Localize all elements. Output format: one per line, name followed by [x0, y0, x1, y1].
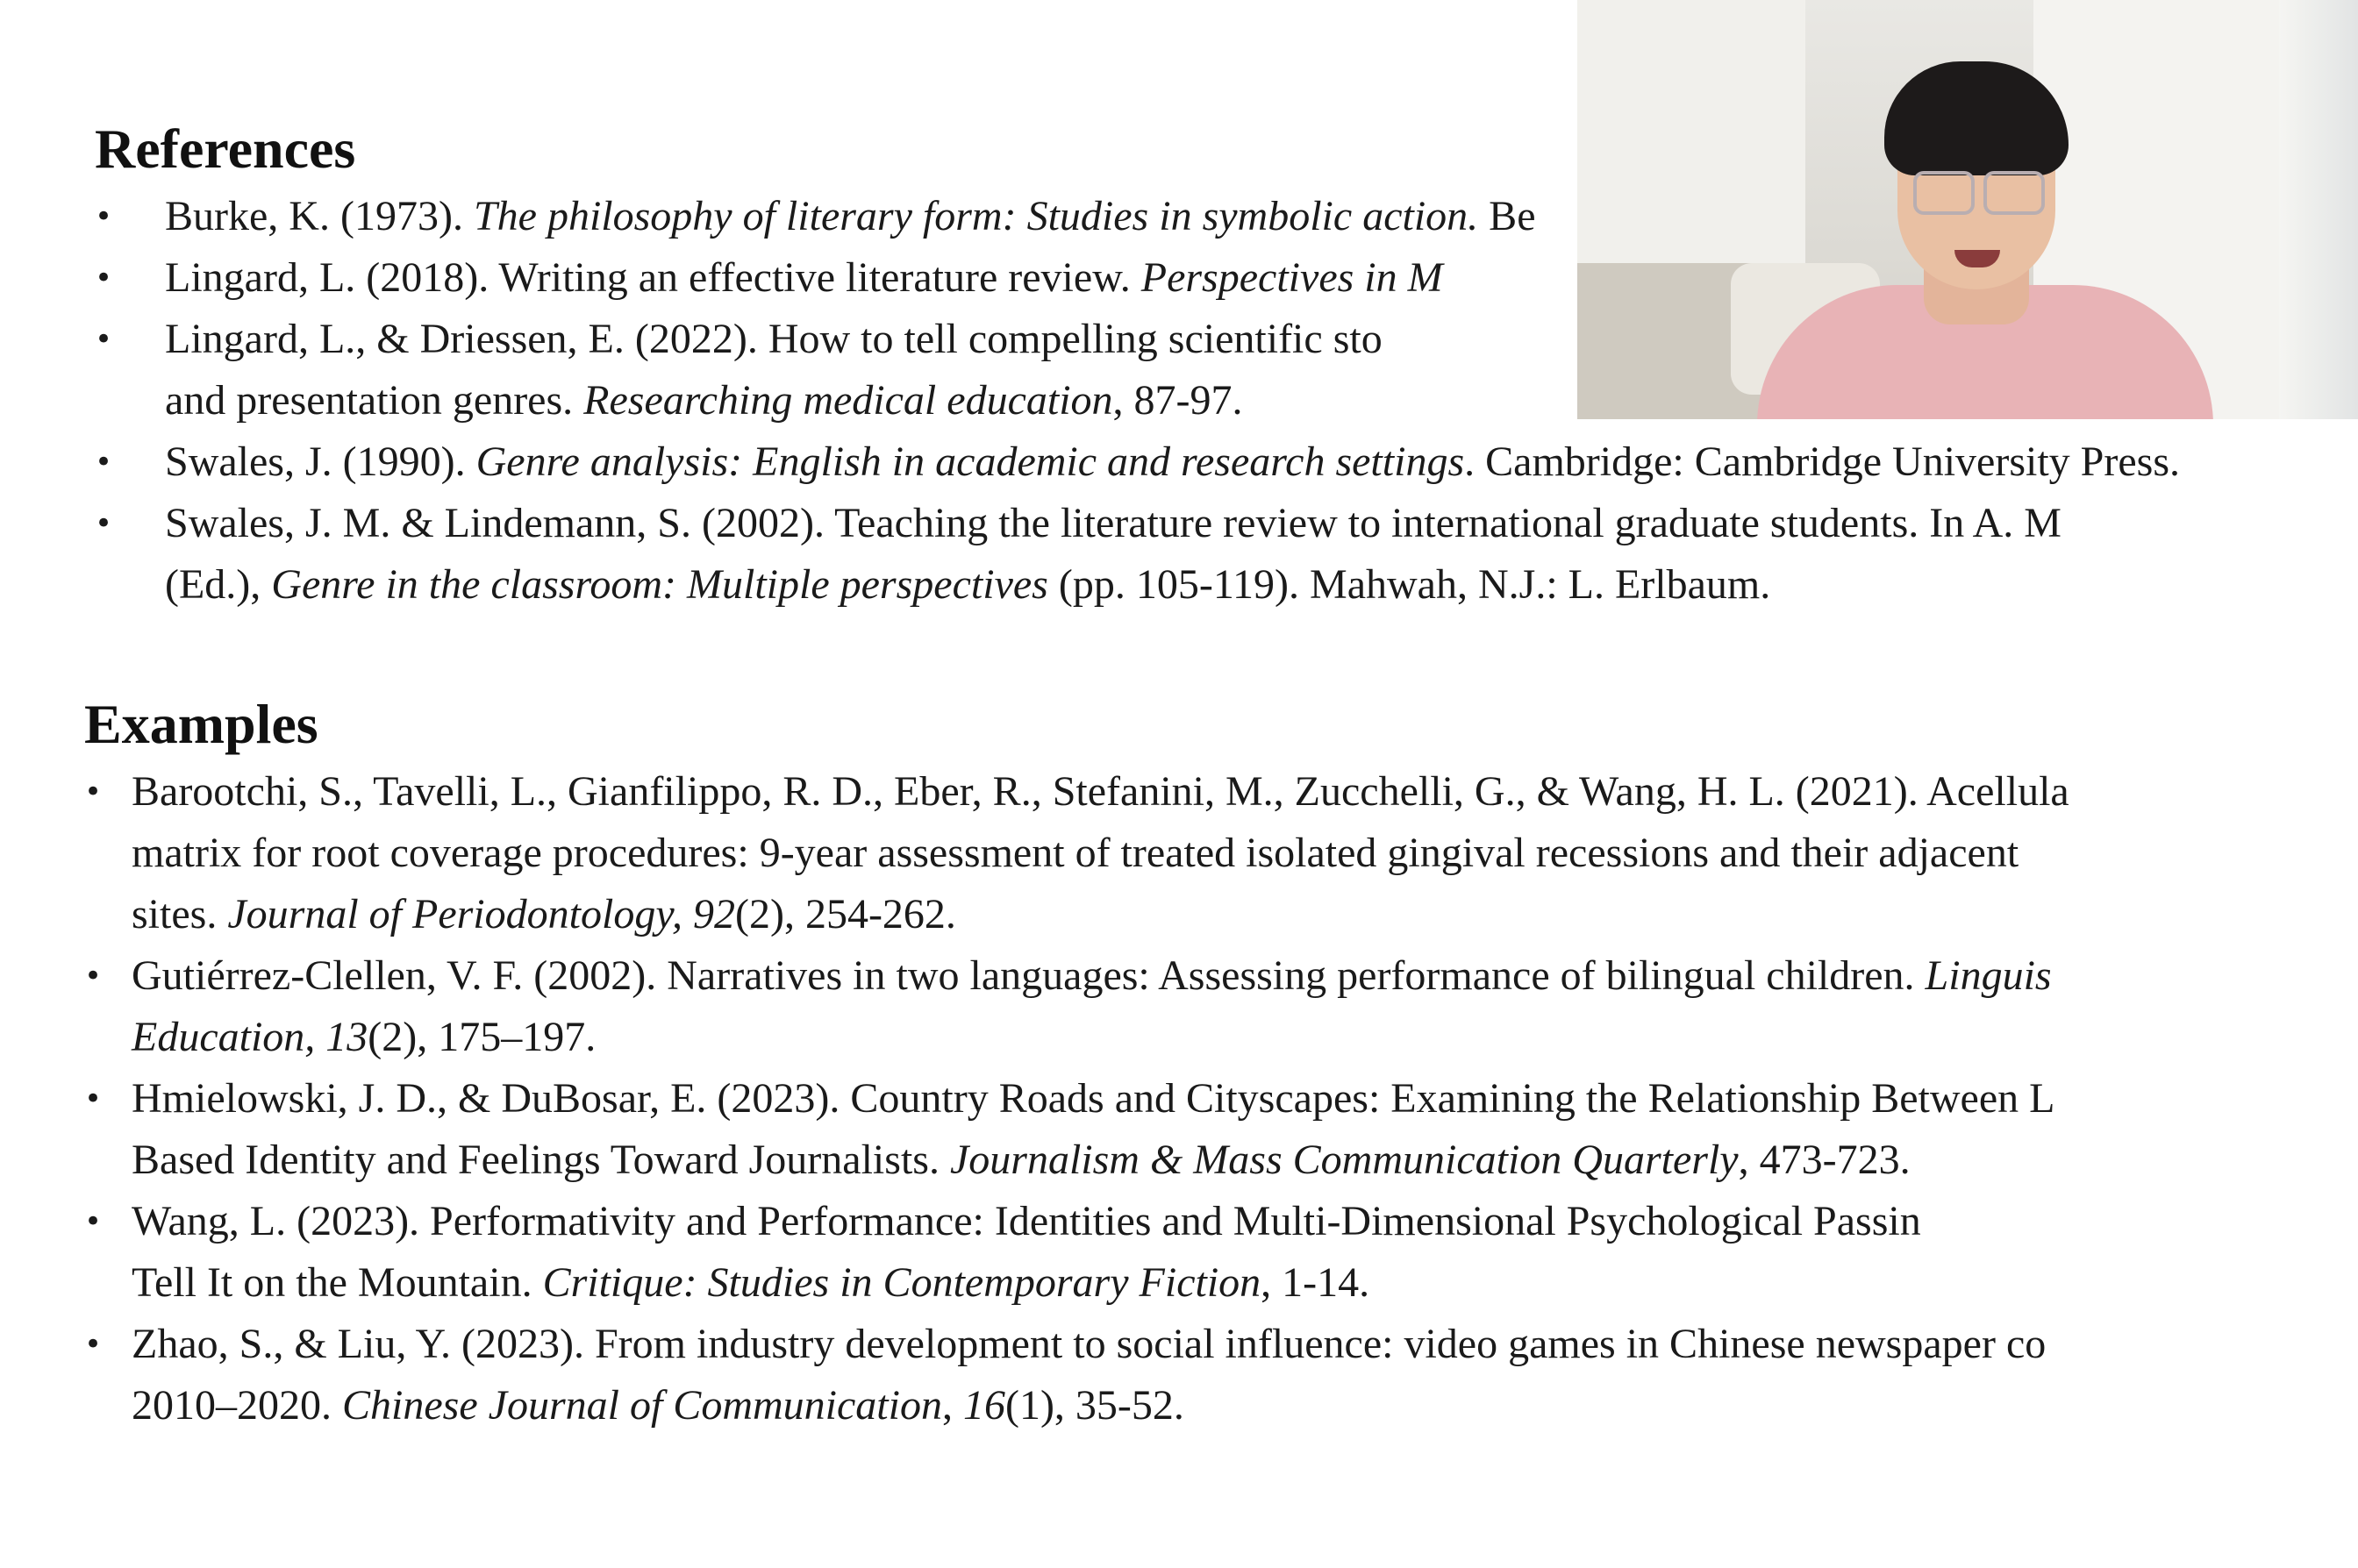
citation-text: . Cambridge: Cambridge University Press. [1464, 438, 2181, 485]
webcam-video-feed[interactable] [1577, 0, 2358, 419]
citation-italic-text: Genre analysis: English in academic and research settings [475, 438, 1465, 485]
citation-line [132, 1007, 2358, 1068]
citation-text: Barootchi, S., Tavelli, L., Gianfilippo, R. D., Eber, R., Stefanini, M., Zucchelli, G., & Wang, H. L. (2021). Acellula [132, 768, 2069, 815]
citation-italic-text: Education, 13 [132, 1014, 368, 1060]
glasses-right-lens [1983, 171, 2045, 215]
citation-line [132, 761, 2358, 823]
citation-italic-text: Linguis [1925, 952, 2052, 999]
citation-italic-text: 16 [962, 1382, 1005, 1429]
citation-text: Burke, K. (1973). [165, 193, 474, 239]
bullet-icon: • [84, 1204, 103, 1239]
glasses-left-lens [1913, 171, 1975, 215]
examples-list [84, 761, 2358, 1436]
citation-text: Tell It on the Mountain. [132, 1259, 543, 1306]
citation-line [132, 1130, 2358, 1191]
bullet-icon: • [84, 959, 103, 994]
citation-text: Lingard, L. (2018). Writing an effective literature review. [165, 254, 1141, 301]
citation-line [165, 493, 2358, 554]
citation-text: Lingard, L., & Driessen, E. (2022). How to tell compelling scientific sto [165, 316, 1383, 362]
bullet-icon: • [95, 199, 113, 234]
citation-line [132, 1068, 2358, 1130]
citation-text: (1), 35-52. [1004, 1382, 1184, 1429]
citation-text: and presentation genres. [165, 377, 584, 424]
citation-item [84, 1191, 2358, 1314]
citation-italic-text: Genre in the classroom: Multiple perspectives [271, 561, 1048, 608]
citation-text: (2), 175–197. [368, 1014, 597, 1060]
citation-text: Swales, J. M. & Lindemann, S. (2002). Teaching the literature review to international graduate students. In A. M [165, 500, 2061, 546]
citation-text: (2), 254-262. [734, 891, 956, 937]
citation-line [132, 945, 2358, 1007]
citation-text: Based Identity and Feelings Toward Journalists. [132, 1137, 950, 1183]
citation-text: (pp. 105-119). Mahwah, N.J.: L. Erlbaum. [1047, 561, 1771, 608]
citation-item [95, 431, 2358, 493]
citation-item [84, 1314, 2358, 1436]
citation-italic-text: Researching medical education [583, 377, 1113, 424]
citation-text: Be [1478, 193, 1536, 239]
citation-line [165, 554, 2358, 616]
citation-text: sites. [132, 891, 228, 937]
citation-line [132, 823, 2358, 884]
citation-item [84, 1068, 2358, 1191]
background-window [2279, 0, 2358, 419]
citation-italic-text: The philosophy of literary form: Studies in symbolic action. [473, 193, 1479, 239]
citation-text: Gutiérrez-Clellen, V. F. (2002). Narratives in two languages: Assessing performance of bilingual children. [132, 952, 1926, 999]
citation-line [165, 431, 2358, 493]
citation-italic-text: Journalism & Mass Communication Quarterly [949, 1137, 1739, 1183]
citation-line [132, 1252, 2358, 1314]
citation-text: 2010–2020. [132, 1382, 342, 1429]
citation-text: , 87-97. [1112, 377, 1243, 424]
citation-text: Zhao, S., & Liu, Y. (2023). From industry development to social influence: video games in Chinese newspaper co [132, 1321, 2047, 1367]
citation-text: , [941, 1382, 963, 1429]
citation-italic-text: Perspectives in M [1140, 254, 1443, 301]
bullet-icon: • [95, 260, 113, 296]
citation-text: , 473-723. [1738, 1137, 1911, 1183]
citation-item [95, 493, 2358, 616]
bullet-icon: • [84, 774, 103, 809]
references-heading: References [95, 118, 356, 180]
citation-text: (Ed.), [165, 561, 272, 608]
citation-text: matrix for root coverage procedures: 9-year assessment of treated isolated gingival recessions and their adjacent [132, 830, 2019, 876]
citation-text: Swales, J. (1990). [165, 438, 476, 485]
citation-line [132, 1191, 2358, 1252]
citation-line [132, 1314, 2358, 1375]
bullet-icon: • [95, 445, 113, 480]
bullet-icon: • [95, 506, 113, 541]
citation-line [132, 884, 2358, 945]
examples-heading: Examples [84, 693, 318, 755]
citation-italic-text: Journal of Periodontology, 92 [227, 891, 735, 937]
bullet-icon: • [84, 1327, 103, 1362]
bullet-icon: • [84, 1081, 103, 1116]
citation-line [132, 1375, 2358, 1436]
citation-text: Wang, L. (2023). Performativity and Performance: Identities and Multi-Dimensional Psychological Passin [132, 1198, 1921, 1244]
citation-text: , 1-14. [1261, 1259, 1370, 1306]
citation-item [84, 945, 2358, 1068]
bullet-icon: • [95, 322, 113, 357]
citation-item [84, 761, 2358, 945]
citation-italic-text: Critique: Studies in Contemporary Fiction [542, 1259, 1261, 1306]
citation-text: Hmielowski, J. D., & DuBosar, E. (2023). Country Roads and Cityscapes: Examining the Relationship Between L [132, 1075, 2055, 1122]
citation-italic-text: Chinese Journal of Communication [342, 1382, 942, 1429]
